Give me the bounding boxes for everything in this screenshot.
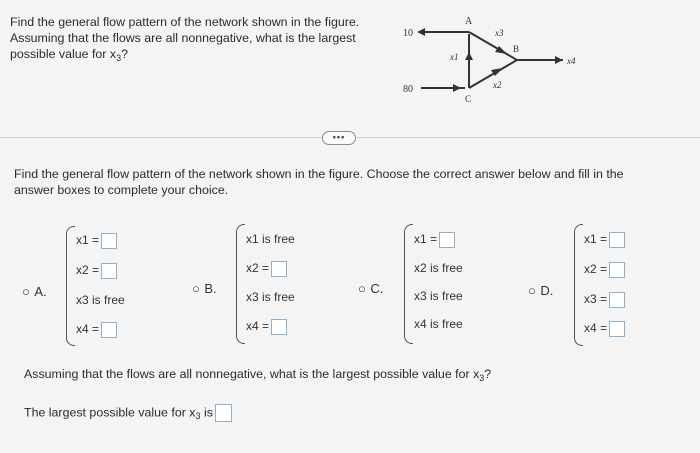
followup-sub: 3 — [479, 373, 485, 383]
edge-x3-label: x3 — [495, 28, 504, 38]
edge-x1-arrow — [465, 52, 473, 60]
question-line-3-suffix: ? — [121, 47, 128, 61]
option-c-x1-input[interactable] — [439, 232, 455, 248]
option-c-brace — [404, 224, 413, 344]
question-line-1: Find the general flow pattern of the network shown in the figure. — [10, 15, 360, 29]
option-a-radio[interactable] — [22, 283, 47, 301]
edge-x3 — [469, 32, 520, 60]
option-d-x4-input[interactable] — [609, 321, 625, 337]
option-b-row-3-text: x3 is free — [246, 290, 295, 304]
question-line-2: Assuming that the flows are all nonnegative, what is the largest — [10, 31, 356, 45]
option-b-row-4-text: x4 = — [246, 319, 270, 334]
option-a-x4-input[interactable] — [101, 322, 117, 338]
option-b-brace — [236, 224, 245, 344]
option-d-row-1-text: x1 = — [584, 232, 608, 247]
node-a-label: A — [465, 16, 473, 27]
option-a-row-4 — [76, 322, 117, 338]
option-a-row-1 — [76, 233, 117, 249]
question-line-3-prefix: possible value for x — [10, 47, 117, 61]
option-b-row-1-text: x1 is free — [246, 232, 295, 246]
option-d-row-3 — [584, 292, 625, 308]
option-b-row-1 — [246, 232, 295, 246]
radio-icon: ○ — [358, 281, 366, 296]
option-b-row-4 — [246, 319, 287, 335]
option-a-x2-input[interactable] — [101, 263, 117, 279]
radio-icon: ○ — [192, 281, 200, 296]
option-d-row-3-text: x3 = — [584, 292, 608, 307]
option-c-row-3-text: x3 is free — [414, 289, 463, 303]
option-d-row-4 — [584, 321, 625, 337]
followup-prefix: Assuming that the flows are all nonnegative, what is the largest possible value for x — [24, 367, 480, 381]
option-b-row-2-text: x2 = — [246, 261, 270, 276]
edge-x4-arrow — [555, 56, 563, 64]
option-d-row-1 — [584, 232, 625, 248]
node-b-label: B — [513, 44, 520, 54]
option-a-row-1-text: x1 = — [76, 233, 100, 248]
prompt-line-1: Find the general flow pattern of the network shown in the figure. Choose the correct answer below and fill in the — [14, 167, 624, 181]
option-c-label: C. — [370, 281, 384, 296]
answer-prefix: The largest possible value for x — [24, 405, 196, 420]
option-a-row-2 — [76, 263, 117, 279]
option-d-x3-input[interactable] — [609, 292, 625, 308]
edge-x2-label: x2 — [493, 80, 502, 90]
option-d-row-2 — [584, 262, 625, 278]
option-a-row-2-text: x2 = — [76, 263, 100, 278]
option-d-row-4-text: x4 = — [584, 321, 608, 336]
radio-icon: ○ — [22, 284, 30, 299]
option-a-label: A. — [34, 284, 47, 299]
in-bottom-label: 80 — [403, 84, 413, 95]
option-c-row-4 — [414, 317, 463, 331]
option-c-row-1-text: x1 = — [414, 232, 438, 247]
edge-in-80-arrow — [453, 84, 461, 92]
option-b-x2-input[interactable] — [271, 261, 287, 277]
option-a-row-4-text: x4 = — [76, 322, 100, 337]
option-b-row-3 — [246, 290, 295, 304]
option-c-row-2-text: x2 is free — [414, 261, 463, 275]
edge-x4-label: x4 — [567, 56, 576, 66]
option-c-row-2 — [414, 261, 463, 275]
option-d-x1-input[interactable] — [609, 232, 625, 248]
edge-out-10-arrow — [417, 28, 425, 36]
in-top-label: 10 — [403, 28, 413, 39]
option-a-row-3 — [76, 293, 125, 307]
option-a-brace — [66, 226, 75, 346]
edge-x1-label: x1 — [450, 52, 459, 62]
expand-button[interactable]: ••• — [322, 131, 356, 145]
option-d-radio[interactable] — [528, 282, 553, 300]
option-d-x2-input[interactable] — [609, 262, 625, 278]
answer-row — [24, 404, 232, 422]
option-d-brace — [574, 224, 583, 346]
prompt-line-2: answer boxes to complete your choice. — [14, 183, 229, 197]
answer-input[interactable] — [215, 404, 232, 422]
question-text — [10, 14, 390, 63]
followup-suffix: ? — [484, 367, 492, 381]
option-b-radio[interactable] — [192, 280, 217, 298]
answer-suffix: is — [200, 405, 213, 420]
network-figure — [395, 8, 595, 108]
option-c-row-3 — [414, 289, 463, 303]
followup-question — [24, 367, 491, 381]
option-b-label: B. — [204, 281, 217, 296]
option-b-x4-input[interactable] — [271, 319, 287, 335]
prompt-text — [14, 166, 684, 198]
question-line-3-sub: 3 — [116, 53, 122, 63]
option-a-row-3-text: x3 is free — [76, 293, 125, 307]
option-c-row-1 — [414, 232, 455, 248]
answer-sub: 3 — [195, 411, 201, 422]
option-c-radio[interactable] — [358, 280, 383, 298]
option-d-row-2-text: x2 = — [584, 262, 608, 277]
option-a-x1-input[interactable] — [101, 233, 117, 249]
option-d-label: D. — [540, 283, 554, 298]
option-c-row-4-text: x4 is free — [414, 317, 463, 331]
radio-icon: ○ — [528, 283, 536, 298]
question-line-3 — [10, 46, 390, 63]
node-c-label: C — [465, 94, 472, 104]
option-b-row-2 — [246, 261, 287, 277]
